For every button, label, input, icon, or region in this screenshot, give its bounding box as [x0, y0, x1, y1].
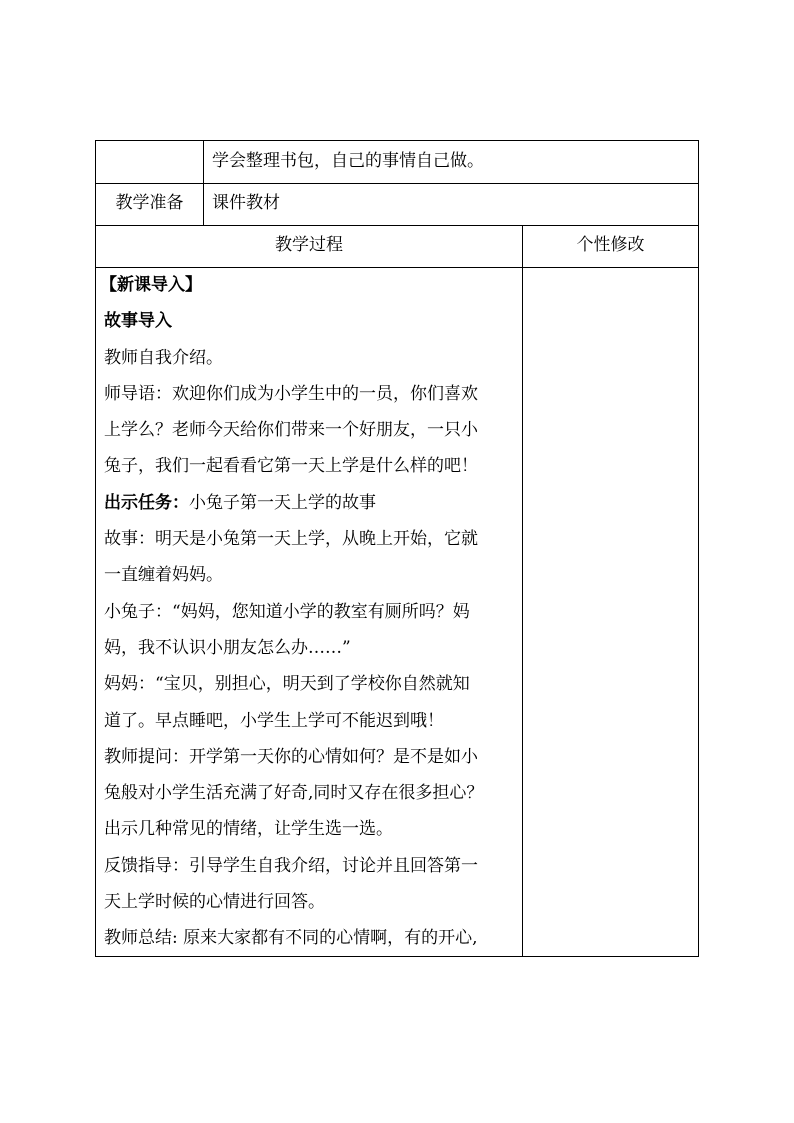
text-line: 故事：明天是小兔第一天上学，从晚上开始，它就	[104, 529, 478, 550]
text-line: 兔般对小学生活充满了好奇,同时又存在很多担心？	[104, 783, 484, 804]
row1-content: 学会整理书包，自己的事情自己做。	[212, 151, 484, 171]
row-divider	[96, 183, 698, 184]
text-line: 妈妈：“宝贝，别担心，明天到了学校你自然就知	[104, 674, 470, 695]
process-content	[100, 267, 512, 957]
text-line: 道了。早点睡吧，小学生上学可不能迟到哦！	[104, 710, 444, 731]
text-line: 教师自我介绍。	[104, 347, 223, 368]
task-label: 出示任务：	[104, 492, 189, 513]
text-line: 出示几种常见的情绪，让学生选一选。	[104, 819, 393, 840]
row-divider	[96, 225, 698, 226]
text-line: 小兔子：“妈妈，您知道小学的教室有厕所吗？妈	[104, 601, 470, 622]
section-subtitle: 故事导入	[104, 311, 172, 332]
header-process: 教学过程	[275, 235, 343, 255]
text-line: 妈，我不认识小朋友怎么办……”	[104, 637, 351, 658]
section-title: 【新课导入】	[100, 275, 202, 295]
text-line: 兔子，我们一起看看它第一天上学是什么样的吧！	[104, 456, 478, 477]
task-line	[100, 485, 512, 521]
text-line: 教师提问：开学第一天你的心情如何？是不是如小	[104, 746, 478, 767]
text-line: 教师总结: 原来大家都有不同的心情啊，有的开心,	[104, 928, 478, 949]
lesson-plan-table	[95, 140, 699, 957]
header-modify: 个性修改	[576, 235, 645, 255]
text-line: 反馈指导：引导学生自我介绍，讨论并且回答第一	[104, 855, 478, 876]
task-text: 小兔子第一天上学的故事	[189, 492, 376, 513]
row2-label: 教学准备	[115, 193, 184, 213]
text-line: 上学么？老师今天给你们带来一个好朋友，一只小	[104, 420, 478, 441]
row2-content: 课件教材	[212, 193, 280, 213]
text-line: 师导语：欢迎你们成为小学生中的一员，你们喜欢	[104, 383, 478, 404]
column-divider	[203, 141, 204, 225]
text-line: 天上学时候的心情进行回答。	[104, 892, 325, 913]
text-line: 一直缠着妈妈。	[104, 565, 223, 586]
column-divider	[522, 225, 523, 956]
